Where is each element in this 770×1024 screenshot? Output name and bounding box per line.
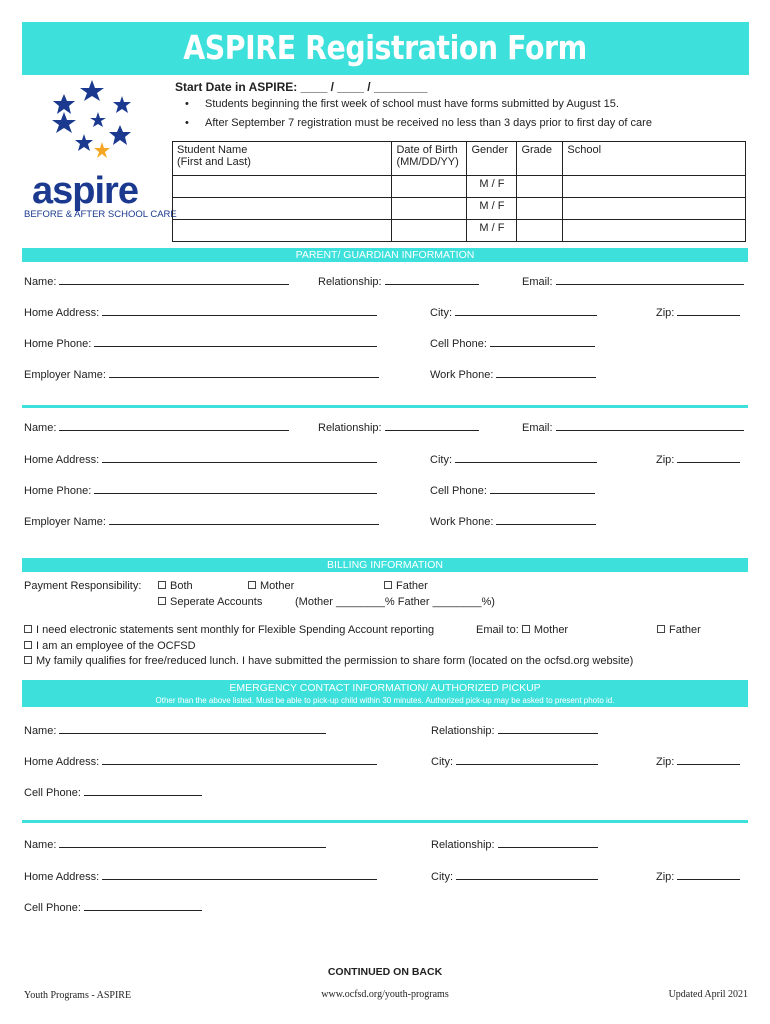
student-name-cell[interactable]: [173, 198, 392, 220]
star-icon: [90, 112, 106, 127]
parent1-employer-field[interactable]: Employer Name:: [24, 368, 379, 381]
table-row[interactable]: [173, 176, 746, 198]
payment-mother-checkbox[interactable]: Mother: [248, 580, 294, 592]
start-date-line: Start Date in ASPIRE: ____ / ____ / ________: [175, 80, 428, 94]
checkbox-icon: [522, 625, 530, 633]
emergency1-home-address-field[interactable]: Home Address:: [24, 755, 377, 768]
grade-cell[interactable]: [517, 176, 563, 198]
school-cell[interactable]: [563, 198, 746, 220]
star-icon: [75, 134, 93, 151]
employee-checkbox[interactable]: I am an employee of the OCFSD: [24, 640, 196, 652]
emergency1-relationship-field[interactable]: Relationship:: [431, 724, 598, 737]
checkbox-icon: [248, 581, 256, 589]
table-row[interactable]: [173, 198, 746, 220]
parent2-work-phone-field[interactable]: Work Phone:: [430, 515, 596, 528]
grade-cell[interactable]: [517, 198, 563, 220]
emergency1-cell-phone-field[interactable]: Cell Phone:: [24, 786, 202, 799]
header-student-name: Student Name (First and Last): [173, 142, 392, 176]
gender-cell[interactable]: M / F: [467, 198, 517, 220]
checkbox-icon: [384, 581, 392, 589]
checkbox-icon: [24, 625, 32, 633]
parent1-name-field[interactable]: Name:: [24, 275, 289, 288]
star-icon: [109, 125, 131, 145]
parent1-home-phone-field[interactable]: Home Phone:: [24, 337, 377, 350]
emergency2-home-address-field[interactable]: Home Address:: [24, 870, 377, 883]
statements-checkbox[interactable]: I need electronic statements sent monthly for Flexible Spending Account reporting: [24, 624, 434, 636]
parent2-relationship-field[interactable]: Relationship:: [318, 421, 479, 434]
school-cell[interactable]: [563, 176, 746, 198]
payment-both-checkbox[interactable]: Both: [158, 580, 193, 592]
grade-cell[interactable]: [517, 220, 563, 242]
header-school: School: [563, 142, 746, 176]
emergency1-city-field[interactable]: City:: [431, 755, 598, 768]
table-row[interactable]: [173, 220, 746, 242]
form-title: ASPIRE Registration Form: [183, 28, 587, 67]
header-grade: Grade: [517, 142, 563, 176]
email-to-mother-checkbox[interactable]: Email to: Mother: [476, 624, 569, 636]
gender-cell[interactable]: M / F: [467, 176, 517, 198]
school-cell[interactable]: [563, 220, 746, 242]
emergency2-relationship-field[interactable]: Relationship:: [431, 838, 598, 851]
dob-cell[interactable]: [392, 198, 467, 220]
emergency-title: EMERGENCY CONTACT INFORMATION/ AUTHORIZED PICKUP: [229, 682, 541, 694]
star-icon: [80, 80, 104, 101]
logo-wordmark: aspire: [32, 170, 138, 212]
parent2-email-field[interactable]: Email:: [522, 421, 744, 434]
payment-responsibility-label: Payment Responsibility:: [24, 580, 142, 592]
checkbox-icon: [24, 641, 32, 649]
parent2-home-phone-field[interactable]: Home Phone:: [24, 484, 377, 497]
continued-on-back: CONTINUED ON BACK: [327, 966, 443, 978]
payment-father-checkbox[interactable]: Father: [384, 580, 428, 592]
footer-left: Youth Programs - ASPIRE: [24, 990, 132, 1001]
parent2-home-address-field[interactable]: Home Address:: [24, 453, 377, 466]
section-header-emergency: [22, 680, 748, 707]
checkbox-icon: [158, 597, 166, 605]
parent1-city-field[interactable]: City:: [430, 306, 597, 319]
parent2-name-field[interactable]: Name:: [24, 421, 289, 434]
section-header-billing: BILLING INFORMATION: [22, 558, 748, 572]
emergency1-name-field[interactable]: Name:: [24, 724, 326, 737]
header-gender: Gender: [467, 142, 517, 176]
email-to-father-checkbox[interactable]: Father: [657, 624, 701, 636]
parent1-home-address-field[interactable]: Home Address:: [24, 306, 377, 319]
payment-separate-checkbox[interactable]: Seperate Accounts: [158, 596, 262, 608]
payment-split-field[interactable]: (Mother ________% Father ________%): [295, 596, 495, 608]
instruction-bullet: • After September 7 registration must be received no less than 3 days prior to first day of care: [185, 117, 652, 129]
emergency2-cell-phone-field[interactable]: Cell Phone:: [24, 901, 202, 914]
star-icon: [113, 96, 131, 113]
footer-url: www.ocfsd.org/youth-programs: [321, 989, 449, 1000]
emergency2-zip-field[interactable]: Zip:: [656, 870, 740, 883]
parent2-cell-phone-field[interactable]: Cell Phone:: [430, 484, 595, 497]
parent1-email-field[interactable]: Email:: [522, 275, 744, 288]
emergency2-name-field[interactable]: Name:: [24, 838, 326, 851]
parent1-relationship-field[interactable]: Relationship:: [318, 275, 479, 288]
instruction-bullet: • Students beginning the first week of school must have forms submitted by August 15.: [185, 98, 619, 110]
checkbox-icon: [24, 656, 32, 664]
parent1-work-phone-field[interactable]: Work Phone:: [430, 368, 596, 381]
student-name-cell[interactable]: [173, 176, 392, 198]
parent2-city-field[interactable]: City:: [430, 453, 597, 466]
star-icon: [52, 112, 76, 133]
student-table: [172, 141, 746, 242]
divider: [22, 405, 748, 408]
checkbox-icon: [158, 581, 166, 589]
logo-tagline: BEFORE & AFTER SCHOOL CARE: [24, 209, 177, 220]
lunch-checkbox[interactable]: My family qualifies for free/reduced lunch. I have submitted the permission to share form (located on the ocfsd.org website): [24, 655, 633, 667]
checkbox-icon: [657, 625, 665, 633]
header-dob: Date of Birth (MM/DD/YY): [392, 142, 467, 176]
student-name-cell[interactable]: [173, 220, 392, 242]
emergency2-city-field[interactable]: City:: [431, 870, 598, 883]
parent1-cell-phone-field[interactable]: Cell Phone:: [430, 337, 595, 350]
emergency-note: Other than the above listed. Must be able to pick-up child within 30 minutes. Authorized pick-up may be asked to present photo id.: [155, 696, 615, 705]
star-icon: [94, 142, 110, 158]
gender-cell[interactable]: M / F: [467, 220, 517, 242]
footer-updated: Updated April 2021: [668, 989, 748, 1000]
parent2-zip-field[interactable]: Zip:: [656, 453, 740, 466]
dob-cell[interactable]: [392, 176, 467, 198]
emergency1-zip-field[interactable]: Zip:: [656, 755, 740, 768]
section-header-parent: PARENT/ GUARDIAN INFORMATION: [22, 248, 748, 262]
star-icon: [53, 94, 75, 114]
dob-cell[interactable]: [392, 220, 467, 242]
parent2-employer-field[interactable]: Employer Name:: [24, 515, 379, 528]
parent1-zip-field[interactable]: Zip:: [656, 306, 740, 319]
divider: [22, 820, 748, 823]
